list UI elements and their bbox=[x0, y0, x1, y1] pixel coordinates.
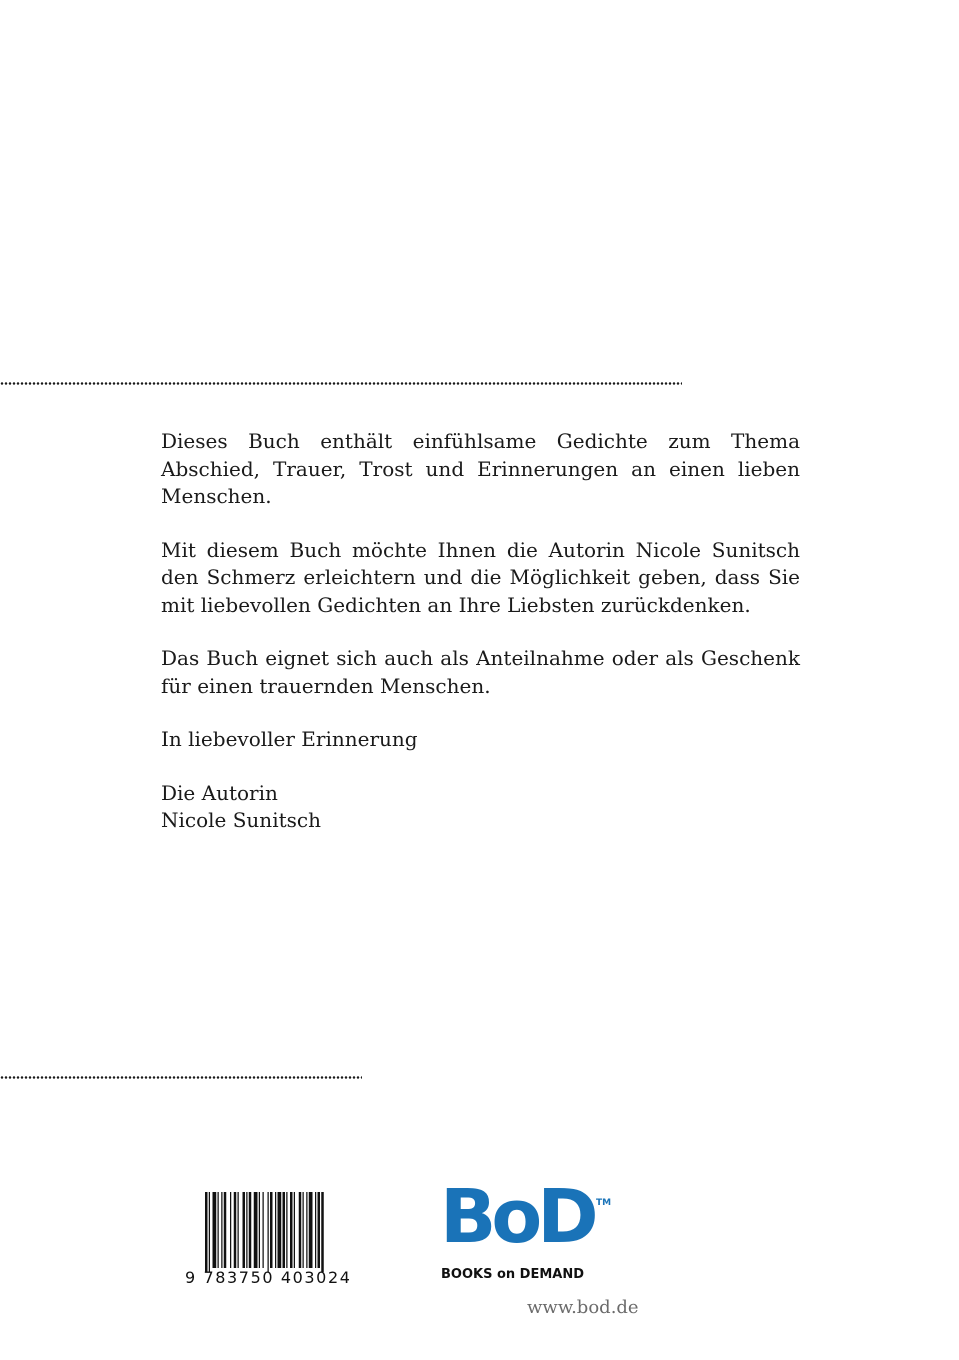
barcode-bar bbox=[315, 1192, 316, 1268]
blurb-paragraph-1: Dieses Buch enthält einfühlsame Gedichte zum Thema Abschied, Trauer, Trost und Erinnerungen an einen lieben Menschen. bbox=[161, 429, 800, 508]
barcode-bar bbox=[249, 1192, 252, 1268]
barcode-bar bbox=[259, 1192, 260, 1268]
blurb-closing: In liebevoller Erinnerung bbox=[161, 727, 418, 751]
barcode-bar bbox=[299, 1192, 302, 1268]
barcode-bar bbox=[278, 1192, 282, 1268]
bod-logo bbox=[440, 1174, 620, 1286]
barcode-bar bbox=[309, 1192, 313, 1268]
barcode-bar bbox=[270, 1192, 273, 1268]
barcode-bar bbox=[205, 1192, 208, 1272]
barcode-bar bbox=[209, 1192, 210, 1272]
barcode-bar bbox=[294, 1192, 295, 1268]
blurb-paragraph-3: Das Buch eignet sich auch als Anteilnahme oder als Geschenk für einen trauernden Menschen. bbox=[161, 646, 800, 698]
signature-line-1: Die Autorin bbox=[161, 780, 278, 805]
barcode-bar bbox=[286, 1192, 287, 1268]
barcode-bar bbox=[218, 1192, 219, 1268]
barcode-bar bbox=[224, 1192, 227, 1268]
barcode-bar bbox=[318, 1192, 321, 1268]
dotted-divider-bottom bbox=[0, 1076, 362, 1079]
barcode-bar bbox=[263, 1192, 264, 1268]
barcode-bar bbox=[254, 1192, 258, 1268]
barcode-bar bbox=[283, 1192, 286, 1268]
signature-line-2: Nicole Sunitsch bbox=[161, 808, 321, 832]
barcode-bar bbox=[213, 1192, 217, 1268]
barcode-bar bbox=[290, 1192, 293, 1268]
barcode-bar bbox=[230, 1192, 231, 1268]
blurb-paragraph-2: Mit diesem Buch möchte Ihnen die Autorin Nicole Sunitsch den Schmerz erleichtern und die Möglichkeit geben, dass Sie mit liebevollen Gedichten an Ihre Liebsten zurückdenken. bbox=[161, 537, 800, 617]
dotted-divider-top bbox=[0, 382, 682, 385]
barcode-bars bbox=[185, 1192, 391, 1272]
barcode-bar bbox=[268, 1192, 269, 1272]
bod-tagline: BOOKS on DEMAND bbox=[441, 1267, 585, 1282]
barcode-bar bbox=[275, 1192, 276, 1268]
barcode-bar bbox=[246, 1192, 247, 1268]
isbn-barcode bbox=[185, 1192, 391, 1288]
barcode-bar bbox=[303, 1192, 304, 1268]
barcode-bar bbox=[234, 1192, 237, 1268]
barcode-bar bbox=[221, 1192, 222, 1268]
barcode-digits: 9 783750 403024 bbox=[185, 1268, 352, 1287]
barcode-bar bbox=[321, 1192, 324, 1272]
barcode-bar bbox=[238, 1192, 239, 1268]
barcode-bar bbox=[306, 1192, 307, 1268]
publisher-url: www.bod.de bbox=[527, 1297, 639, 1318]
bod-logo-mark: BoD bbox=[440, 1174, 594, 1260]
bod-trademark: TM bbox=[596, 1198, 612, 1208]
barcode-bar bbox=[243, 1192, 246, 1268]
back-cover-blurb bbox=[161, 428, 800, 835]
